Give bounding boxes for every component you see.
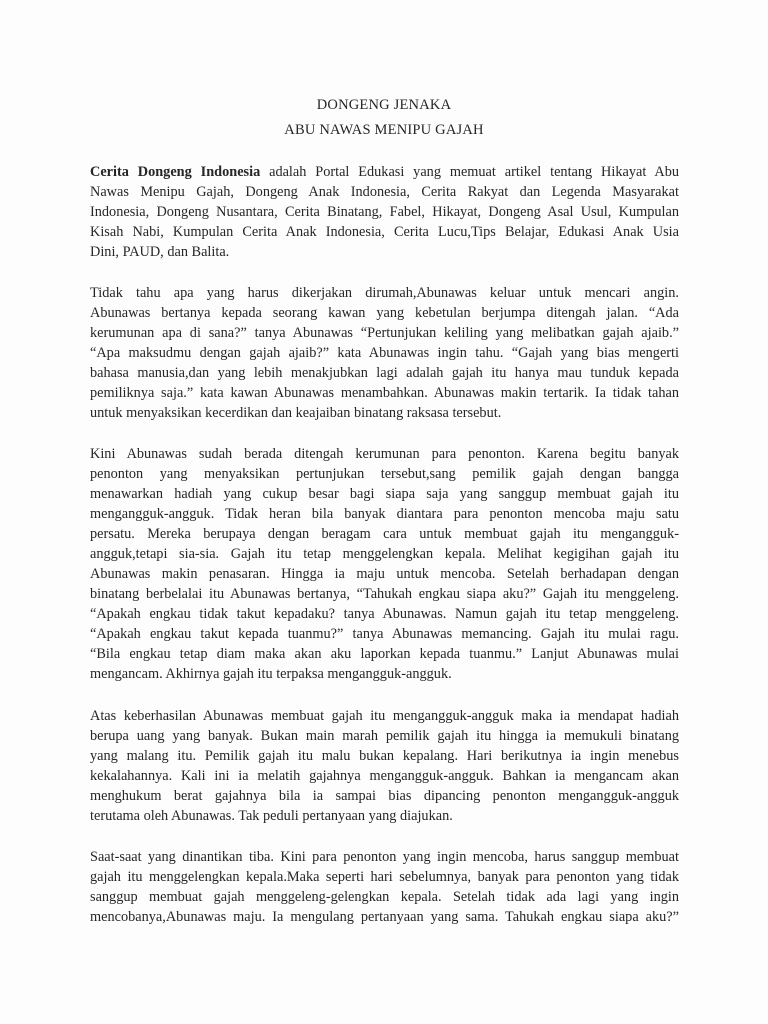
text-line: mengangguk-angguk. Tidak heran bila banyak diantara para penonton mencoba maju satu (90, 506, 679, 522)
text-line: mengancam. Akhirnya gajah itu terpaksa mengangguk-angguk. (90, 666, 452, 682)
text-line: “Apa maksudmu dengan gajah ajaib?” kata Abunawas ingin tahu. “Gajah yang bias mengerti (90, 345, 679, 361)
text-line: kerumunan apa di sana?” tanya Abunawas “Pertunjukan keliling yang melibatkan gajah ajaib.” (90, 325, 679, 341)
text-line: mencobanya,Abunawas maju. Ia mengulang pertanyaan yang sama. Tahukah engkau siapa aku?” (90, 909, 679, 925)
bold-lead: Cerita Dongeng Indonesia (90, 164, 261, 180)
text-line: Indonesia, Dongeng Nusantara, Cerita Binatang, Fabel, Hikayat, Dongeng Asal Usul, Kumpulan (90, 204, 679, 220)
text-line: “Apakah engkau takut kepada tuanmu?” tanya Abunawas memancing. Gajah itu mulai ragu. (90, 626, 679, 642)
text-line: kekalahannya. Kali ini ia melatih gajahnya mengangguk-angguk. Bahkan ia mengancam akan (90, 768, 679, 784)
paragraph-2 (90, 283, 679, 423)
document-subtitle: ABU NAWAS MENIPU GAJAH (284, 122, 484, 138)
text-line: sanggup membuat gajah menggeleng-gelengkan kepala. Setelah tidak ada lagi yang ingin (90, 889, 679, 905)
text-line: terutama oleh Abunawas. Tak peduli pertanyaan yang diajukan. (90, 808, 453, 824)
text-line: Atas keberhasilan Abunawas membuat gajah itu mengangguk-angguk maka ia mendapat hadiah (90, 708, 679, 724)
text-line: penonton yang menyaksikan pertunjukan tersebut,sang pemilik gajah dengan bangga (90, 466, 679, 482)
text-line: menawarkan hadiah yang cukup besar bagi siapa saja yang sanggup membuat gajah itu (90, 486, 679, 502)
text-line: menghukum berat gajahnya bila ia sampai bias dipancing penonton mengangguk-angguk (90, 788, 679, 804)
line-text: adalah Portal Edukasi yang memuat artikel tentang Hikayat Abu (269, 164, 679, 180)
text-line: untuk menyaksikan kecerdikan dan keajaiban binatang raksasa tersebut. (90, 405, 502, 421)
text-line: yang malang itu. Pemilik gajah itu malu bukan kepalang. Hari berikutnya ia ingin menebus (90, 748, 679, 764)
paragraph-3 (90, 444, 679, 684)
text-line: bahasa manusia,dan yang lebih menakjubkan lagi adalah gajah itu hanya mau tunduk kepada (90, 365, 679, 381)
text-line: berupa uang yang banyak. Bukan main marah pemilik gajah itu hingga ia memukuli binatang (90, 728, 679, 744)
text-line: Kini Abunawas sudah berada ditengah kerumunan para penonton. Karena begitu banyak (90, 446, 679, 462)
text-line: Tidak tahu apa yang harus dikerjakan dirumah,Abunawas keluar untuk mencari angin. (90, 285, 679, 301)
text-line: pemiliknya saja.” kata kawan Abunawas menambahkan. Abunawas makin tertarik. Ia tidak tahan (90, 385, 679, 401)
text-line: binatang berbelalai itu Abunawas bertanya, “Tahukah engkau siapa aku?” Gajah itu menggeleng. (90, 586, 679, 602)
text-line: “Bila engkau tetap diam maka akan aku laporkan kepada tuanmu.” Lanjut Abunawas mulai (90, 646, 679, 662)
text-line: Kisah Nabi, Kumpulan Cerita Anak Indonesia, Cerita Lucu,Tips Belajar, Edukasi Anak Usia (90, 224, 679, 240)
text-line (90, 162, 679, 182)
text-line: “Apakah engkau tidak takut kepadaku? tanya Abunawas. Namun gajah itu tetap menggeleng. (90, 606, 679, 622)
paragraph-intro (90, 162, 679, 262)
text-line: Abunawas makin penasaran. Hingga ia maju untuk mencoba. Setelah berhadapan dengan (90, 566, 679, 582)
text-line: Abunawas bertanya kepada seorang kawan yang kebetulan berjumpa ditengah jalan. “Ada (90, 305, 679, 321)
text-line: Nawas Menipu Gajah, Dongeng Anak Indonesia, Cerita Rakyat dan Legenda Masyarakat (90, 184, 679, 200)
paragraph-5 (90, 847, 679, 927)
text-line: Saat-saat yang dinantikan tiba. Kini para penonton yang ingin mencoba, harus sanggup membuat (90, 849, 679, 865)
text-line: angguk,tetapi sia-sia. Gajah itu tetap menggelengkan kepala. Melihat kegigihan gajah itu (90, 546, 679, 562)
text-line: Dini, PAUD, dan Balita. (90, 244, 230, 260)
text-line: gajah itu menggelengkan kepala.Maka seperti hari sebelumnya, banyak para penonton yang tidak (90, 869, 679, 885)
document-title: DONGENG JENAKA (316, 97, 452, 113)
paragraph-4 (90, 706, 679, 826)
text-line: persatu. Mereka berupaya dengan beragam cara untuk membuat gajah itu mengangguk- (90, 526, 679, 542)
